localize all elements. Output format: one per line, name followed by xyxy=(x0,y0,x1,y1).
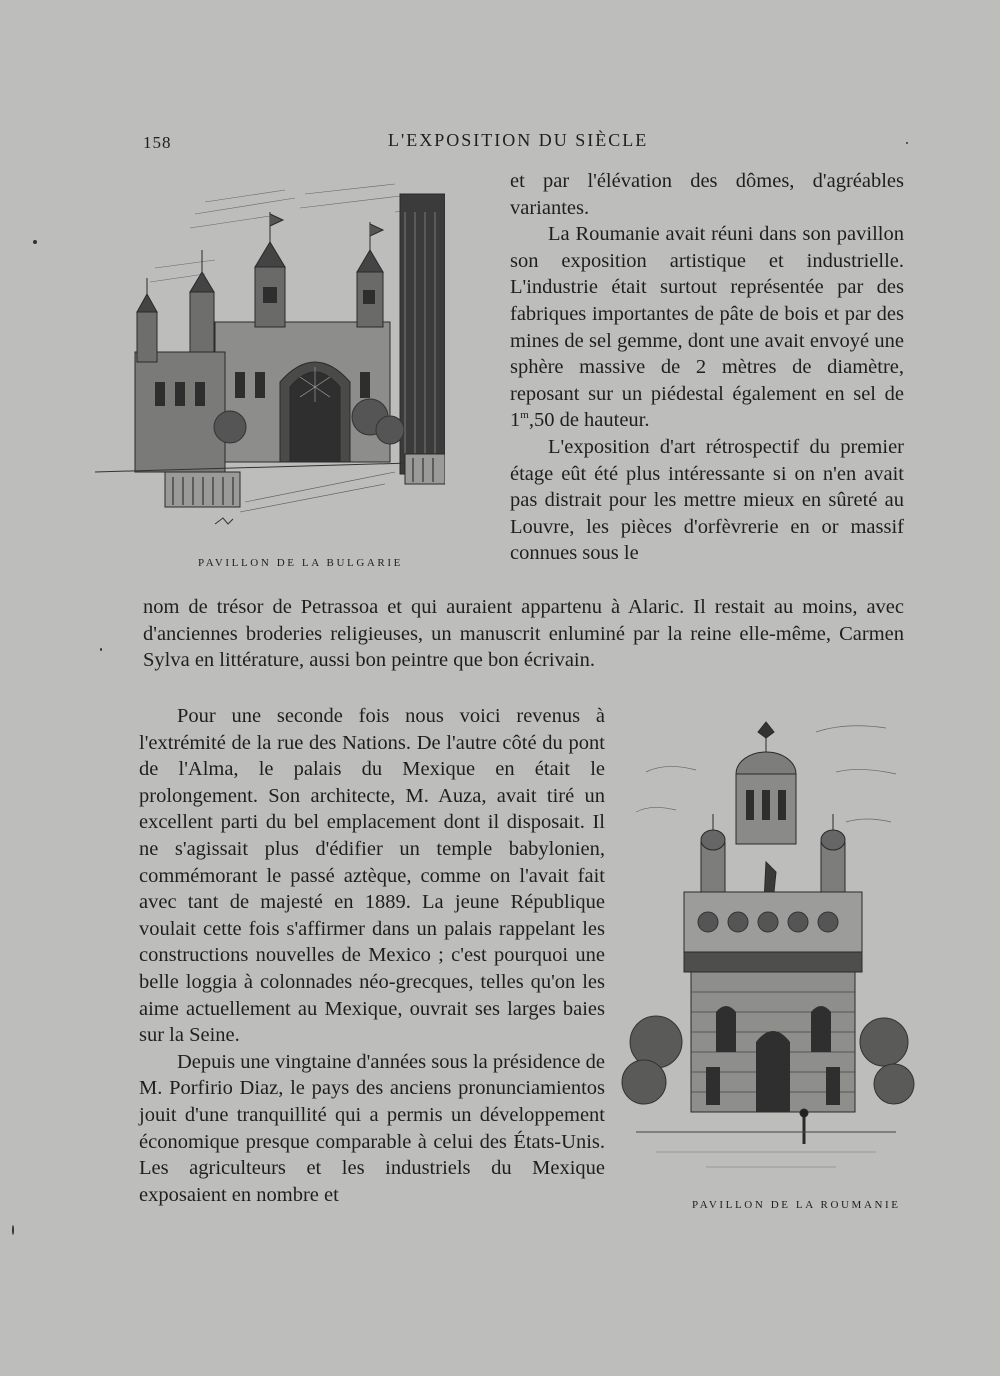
paragraph-art-retrospectif: L'exposition d'art rétrospectif du premier étage eût été plus intéressante si on n'en avait pas distrait pour les mettre mieux en sûreté au Louvre, les pièces d'orfèvrerie en or massif connues sous le xyxy=(510,435,904,565)
right-column-text xyxy=(510,168,904,567)
paragraph-roumanie-text: La Roumanie avait réuni dans son pavillon son exposition artistique et industrielle. L'industrie était surtout représentée par des fabriques importantes de pâte de bois et par des mines de sel gemme, dont une avait envoyé une sphère massive de 2 mètres de diamètre, reposant sur un piédestal également en sel de 1 xyxy=(510,223,904,432)
paragraph-roumanie-end: ,50 de hauteur. xyxy=(528,409,650,432)
bulgaria-caption: PAVILLON DE LA BULGARIE xyxy=(198,557,403,569)
paragraph-petrassoa: nom de trésor de Petrassoa et qui auraient appartenu à Alaric. Il restait au moins, avec d'anciennes broderies religieuses, un manuscrit enluminé par la reine elle-même, Carmen Sylva en littérature, aussi bon peintre que bon écrivain. xyxy=(143,596,904,672)
romania-pavilion-illustration xyxy=(616,712,916,1182)
page-number: 158 xyxy=(143,133,172,152)
running-title: L'EXPOSITION DU SIÈCLE xyxy=(388,130,649,150)
paragraph-variantes: et par l'élévation des dômes, d'agréables variantes. xyxy=(510,170,904,219)
left-column-text xyxy=(139,703,605,1208)
metre-superscript: m xyxy=(520,409,529,422)
romania-caption: PAVILLON DE LA ROUMANIE xyxy=(692,1199,901,1211)
paragraph-mexique: Pour une seconde fois nous voici revenus à l'extrémité de la rue des Nations. De l'autre côté du pont de l'Alma, le palais du Mexique en était le prolongement. Son architecte, M. Auza, avait tiré un excellent parti du bel emplacement dont il disposait. Il ne s'agissait plus d'édifier un temple babylonien, commémorant le passé aztèque, comme on l'avait fait avec tant de majesté en 1889. La jeune République voulait cette fois s'affirmer dans un palais rappelant les constructions nouvelles de Mexico ; c'est pourquoi une belle loggia à colonnades néo-grecques, telles qu'on les aime actuellement au Mexique, ouvrait ses larges baies sur la Seine. xyxy=(139,705,605,1047)
full-width-text xyxy=(143,594,904,674)
bulgaria-pavilion-illustration xyxy=(95,172,445,532)
paragraph-porfirio-diaz: Depuis une vingtaine d'années sous la présidence de M. Porfirio Diaz, le pays des anciens pronunciamientos jouit d'une tranquillité qui a permis un développement économique presque comparable à celui des États-Unis. Les agriculteurs et les industriels du Mexique exposaient en nombre et xyxy=(139,1050,605,1206)
paragraph-roumanie xyxy=(510,221,904,434)
